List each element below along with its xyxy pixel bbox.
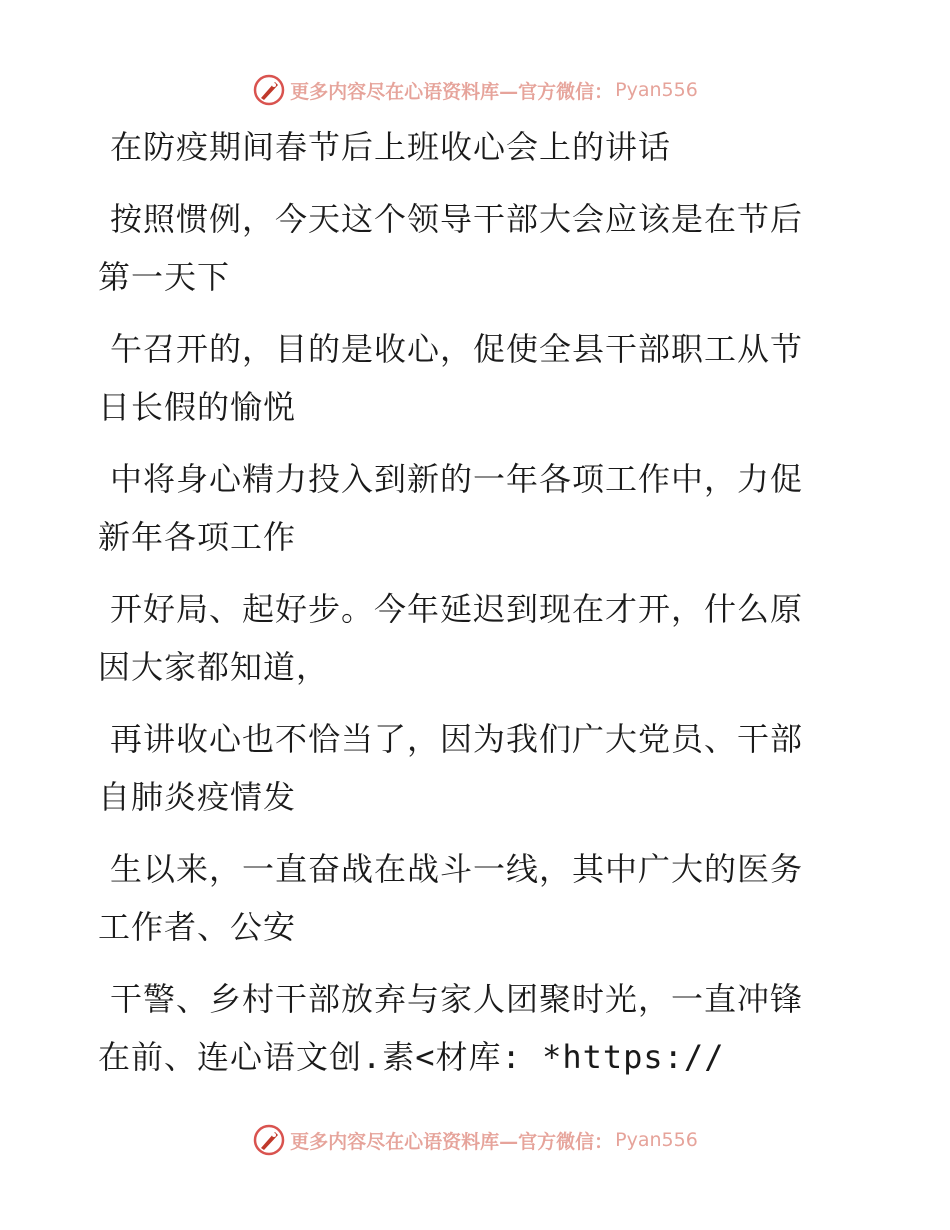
pen-logo-icon bbox=[252, 73, 286, 107]
header-watermark-banner bbox=[0, 70, 950, 110]
paragraph bbox=[98, 970, 838, 1086]
paragraph-line: 再讲收心也不恰当了，因为我们广大党员、干部 bbox=[110, 720, 804, 758]
paragraph-line: 自肺炎疫情发 bbox=[98, 778, 297, 816]
paragraph bbox=[98, 710, 838, 826]
banner-wechat-id: Pyan556 bbox=[615, 1129, 698, 1151]
banner-wechat-id: Pyan556 bbox=[615, 79, 698, 101]
paragraph-line: 中将身心精力投入到新的一年各项工作中，力促 bbox=[110, 460, 804, 498]
paragraph-line: 日长假的愉悦 bbox=[98, 388, 297, 426]
paragraph-line: 新年各项工作 bbox=[98, 518, 297, 556]
footer-watermark-banner bbox=[0, 1120, 950, 1160]
pen-logo-icon bbox=[252, 1123, 286, 1157]
paragraph bbox=[98, 320, 838, 436]
paragraph bbox=[98, 450, 838, 566]
banner-text: 更多内容尽在心语资料库—官方微信： bbox=[290, 80, 614, 103]
paragraph bbox=[98, 580, 838, 696]
paragraph-line: 生以来，一直奋战在战斗一线，其中广大的医务 bbox=[110, 850, 804, 888]
banner-text: 更多内容尽在心语资料库—官方微信： bbox=[290, 1130, 614, 1153]
document-title: 在防疫期间春节后上班收心会上的讲话 bbox=[110, 128, 672, 166]
document-body bbox=[98, 118, 838, 1086]
paragraph-line: 干警、乡村干部放弃与家人团聚时光，一直冲锋 bbox=[110, 980, 804, 1018]
paragraph-line: 开好局、起好步。今年延迟到现在才开，什么原 bbox=[110, 590, 804, 628]
paragraph bbox=[98, 840, 838, 956]
paragraph-line: 工作者、公安 bbox=[98, 908, 297, 946]
paragraph bbox=[98, 190, 838, 306]
paragraph-line: 在前、连心语文创.素<材库: *https:// bbox=[98, 1038, 725, 1076]
paragraph-line: 按照惯例，今天这个领导干部大会应该是在节后 bbox=[110, 200, 804, 238]
paragraph-line: 午召开的，目的是收心，促使全县干部职工从节 bbox=[110, 330, 804, 368]
paragraph-line: 第一天下 bbox=[98, 258, 231, 296]
paragraph-line: 因大家都知道， bbox=[98, 648, 330, 686]
